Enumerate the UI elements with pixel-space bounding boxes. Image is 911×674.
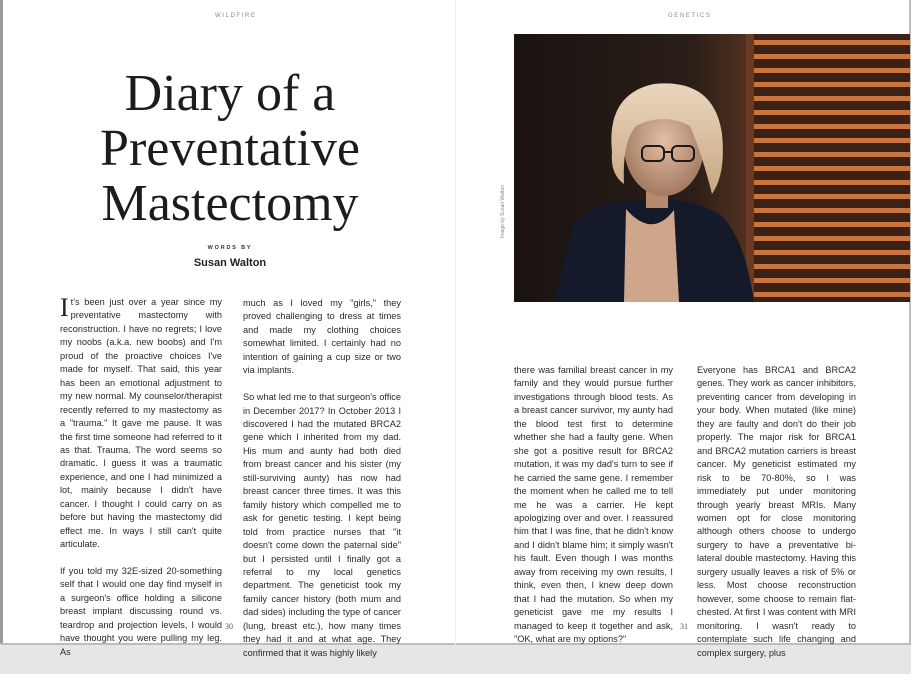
page-number-left: 30 — [225, 622, 233, 631]
running-head-right: GENETICS — [668, 13, 712, 19]
paragraph: much as I loved my "girls," they proved challenging to dress at times and made my clothing choices somewhat limited. I certainly had no intention of gaining a cup size or two via implants. — [243, 298, 401, 376]
byline-label: WORDS BY — [207, 245, 253, 251]
portrait-illustration — [514, 34, 910, 302]
body-column-3 — [514, 364, 673, 660]
paragraph: It's been just over a year since my preventative mastectomy with reconstruction. I have no regrets; I love my noobs (a.k.a. new boobs) and I'm proud of the proactive choices I've made for myself. That said, this year has been an emotional adjustment to my new normal. My counselor/therapist recently referred to my mastectomy as a "trauma." It gave me pause. It was the first time someone had referred to it as that. Trauma. The word seems so dramatic. I guess it was a traumatic experience, and one I had minimized a lot, mainly because I didn't have cancer. I thought I could carry on as before but having the mastectomy did effect me. In ways I still can't quite articulate. — [60, 293, 222, 550]
paragraph: If you told my 32E-sized 20-something self that I would one day find myself in a surgeon's office holding a silicone breast implant discussing round vs. teardrop and projection levels, I would have thought you were pulling my leg. As — [60, 566, 222, 657]
portrait-photo — [514, 34, 910, 302]
page-edge-left — [0, 0, 3, 645]
article-title — [60, 66, 400, 231]
author-name: Susan Walton — [193, 257, 267, 269]
title-line-2: Preventative — [100, 120, 360, 177]
body-column-4 — [697, 364, 856, 673]
page-number-right: 31 — [680, 622, 688, 631]
body-column-2 — [243, 297, 401, 674]
paragraph: there was familial breast cancer in my family and they would pursue further investigations through blood tests. As a breast cancer survivor, my aunty had the blood test first to determine whether she had a faulty gene. When she got a positive result for BRCA2 mutation, it was my dad's turn to see if he carried the same gene. I remember the moment when he called me to tell me he was a carrier. He kept apologizing over and over. I reassured him that I was fine, that he didn't know and I didn't blame him; it simply wasn't his fault. Even though I was months away from receiving my own results, I think, even then, I knew deep down that I had the mutation. So when my geneticist gave me my results I managed to keep it together and ask, "OK, what are my options?" — [514, 365, 673, 645]
drop-cap: I — [60, 293, 69, 322]
running-head-left: WILDFIRE — [215, 13, 257, 19]
paragraph: Everyone has BRCA1 and BRCA2 genes. They work as cancer inhibitors, preventing cancer from developing in your body. When mutated (like mine) they are faulty and don't do their job properly. The major risk for BRCA1 and BRCA2 mutation carriers is breast cancer. My geneticist estimated my risk to be 70-80%, so I was immediately put under monitoring through yearly breast MRIs. Many women opt for close monitoring although others choose to undergo surgery to have a preventative bi-lateral double mastectomy. Having this surgery usually leaves a risk of 5% or less. Most choose reconstruction however, some choose to remain flat-chested. At first I was content with MRI monitoring. I wasn't ready to contemplate such life changing and complex surgery, plus — [697, 365, 856, 658]
body-column-1 — [60, 293, 222, 673]
title-line-3: Mastectomy — [101, 175, 359, 232]
title-line-1: Diary of a — [124, 65, 336, 122]
photo-credit: Image by Susan Walton — [500, 185, 506, 238]
paragraph: So what led me to that surgeon's office in December 2017? In October 2013 I discovered I had the mutated BRCA2 gene which I inherited from my dad. His mum and aunty had both died from breast cancer and his sister (my still-surviving aunty) has now had breast cancer three times. It was this family history which compelled me to ask for genetic testing. I kept being told from practice nurses that "it doesn't come down the paternal side" but I persisted until I finally got a referral to my local genetics department. The geneticist took my family cancer history (both mum and dad sides) including the type of cancer (lung, breast etc.), how many times they had it and at what age. They confirmed that it was highly likely — [243, 392, 401, 658]
spread-gutter — [455, 0, 456, 645]
